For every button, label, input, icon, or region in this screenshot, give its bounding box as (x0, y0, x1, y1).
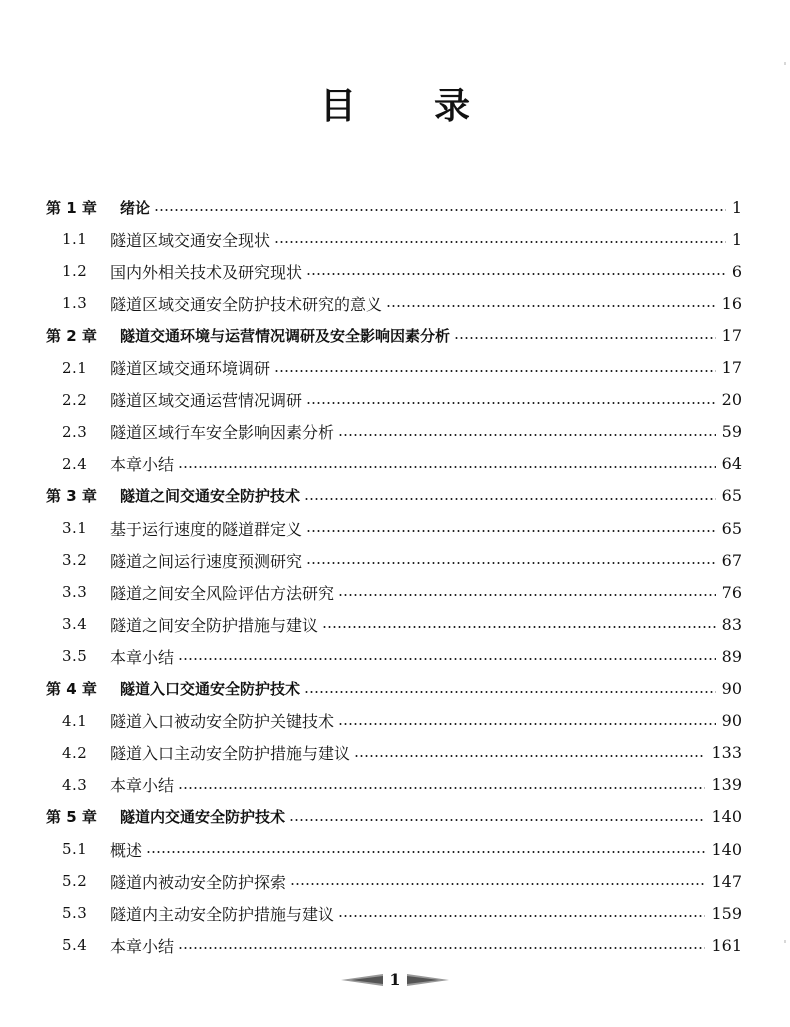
section-number: 5.3 (62, 904, 88, 923)
toc-row-content (0, 870, 790, 893)
page-reference: 161 (711, 935, 742, 955)
dot-leader (178, 466, 716, 468)
page-reference: 90 (721, 711, 742, 731)
dot-leader (178, 658, 716, 660)
scan-mark (784, 62, 786, 65)
section-number: 4.2 (62, 743, 88, 762)
section-number: 5.4 (62, 936, 88, 955)
toc-section-row[interactable] (0, 385, 790, 415)
toc-row-content (0, 806, 790, 827)
dot-leader (154, 209, 726, 211)
dot-leader (304, 498, 716, 500)
dot-leader (274, 370, 716, 372)
page-title (0, 78, 790, 129)
page-reference: 6 (731, 261, 742, 281)
chapter-number: 第 1 章 (46, 198, 97, 217)
toc-row-content (0, 838, 790, 861)
section-number: 1.1 (62, 230, 88, 249)
toc-row-content (0, 645, 790, 668)
section-title: 隧道之间运行速度预测研究 (110, 551, 303, 571)
toc-row-content (0, 773, 790, 796)
section-number: 3.4 (62, 615, 88, 634)
toc-chapter-row[interactable] (0, 674, 790, 704)
toc-row-content (0, 934, 790, 957)
toc-row-content (0, 388, 790, 411)
page-reference: 147 (711, 871, 742, 891)
chapter-number: 第 4 章 (46, 680, 97, 698)
page-number: 1 (389, 970, 401, 989)
page-reference: 140 (711, 807, 742, 827)
toc-row-content (0, 228, 790, 251)
section-number: 1.3 (62, 294, 88, 313)
section-number: 4.3 (62, 775, 88, 794)
toc-chapter-row[interactable] (0, 481, 790, 511)
toc-row-content (0, 581, 790, 604)
dot-leader (274, 241, 726, 243)
section-number: 2.2 (62, 390, 88, 409)
section-number: 3.3 (62, 583, 88, 602)
page-reference: 17 (721, 358, 742, 377)
dot-leader (454, 337, 716, 339)
toc-section-row[interactable] (0, 577, 790, 607)
chapter-number: 第 2 章 (46, 326, 97, 345)
section-title: 隧道入口被动安全防护关键技术 (110, 712, 335, 732)
toc-row-content (0, 485, 790, 506)
page-footer (0, 970, 790, 989)
page-reference: 140 (711, 839, 742, 859)
toc-section-row[interactable] (0, 641, 790, 671)
toc-section-row[interactable] (0, 898, 790, 928)
toc-row-content (0, 549, 790, 572)
chapter-title: 隧道内交通安全防护技术 (120, 808, 286, 827)
page-reference: 65 (721, 518, 742, 538)
toc-chapter-row[interactable] (0, 802, 790, 832)
page-reference: 59 (721, 422, 742, 442)
toc-section-row[interactable] (0, 609, 790, 639)
section-title: 隧道区域交通运营情况调研 (110, 391, 303, 411)
section-number: 3.5 (62, 647, 88, 666)
page-reference: 139 (711, 775, 742, 795)
section-title: 隧道区域交通环境调研 (110, 359, 271, 378)
section-title: 隧道内被动安全防护探索 (110, 872, 287, 892)
right-arrow-ornament-icon (407, 973, 451, 987)
toc-row-content (0, 517, 790, 540)
chapter-title: 隧道之间交通安全防护技术 (120, 487, 301, 506)
dot-leader (306, 562, 716, 564)
section-title: 基于运行速度的隧道群定义 (110, 519, 303, 539)
dot-leader (338, 915, 705, 917)
section-number: 4.1 (62, 711, 88, 730)
left-arrow-ornament-icon (339, 973, 383, 987)
toc-section-row[interactable] (0, 866, 790, 896)
toc-chapter-row[interactable] (0, 192, 790, 222)
toc-row-content (0, 292, 790, 315)
toc-section-row[interactable] (0, 770, 790, 800)
section-title: 国内外相关技术及研究现状 (110, 262, 303, 282)
page-reference: 1 (731, 197, 742, 217)
section-number: 2.3 (62, 422, 88, 441)
section-title: 本章小结 (110, 455, 175, 475)
dot-leader (178, 787, 705, 789)
toc-section-row[interactable] (0, 834, 790, 864)
toc-row-content (0, 197, 790, 218)
page-reference: 20 (721, 390, 742, 410)
page-reference: 67 (721, 550, 742, 570)
toc-section-row[interactable] (0, 417, 790, 447)
dot-leader (178, 947, 705, 949)
page-reference: 1 (731, 229, 742, 249)
chapter-number: 第 3 章 (46, 487, 97, 506)
page-reference: 64 (721, 454, 742, 474)
toc-section-row[interactable] (0, 545, 790, 575)
section-title: 隧道区域行车安全影响因素分析 (110, 423, 335, 443)
section-number: 2.4 (62, 454, 88, 473)
section-title: 隧道区域交通安全防护技术研究的意义 (110, 294, 383, 314)
toc-row-content (0, 613, 790, 636)
section-number: 1.2 (62, 262, 88, 281)
dot-leader (290, 883, 705, 885)
page-reference: 65 (721, 486, 742, 506)
toc-section-row[interactable] (0, 513, 790, 543)
dot-leader (306, 273, 726, 275)
page-reference: 133 (711, 743, 742, 763)
toc-row-content (0, 325, 790, 346)
chapter-title: 隧道交通环境与运营情况调研及安全影响因素分析 (120, 326, 451, 345)
page-reference: 16 (721, 293, 742, 313)
section-title: 隧道入口主动安全防护措施与建议 (110, 744, 351, 764)
section-number: 3.1 (62, 519, 88, 537)
section-number: 3.2 (62, 551, 88, 570)
section-number: 5.1 (62, 840, 88, 858)
toc-row-content (0, 709, 790, 732)
page-reference: 89 (721, 646, 742, 666)
chapter-title: 绪论 (120, 198, 151, 217)
dot-leader (354, 755, 705, 757)
title-char-1: 目 (319, 86, 356, 127)
section-number: 5.2 (62, 872, 88, 891)
toc-section-row[interactable] (0, 930, 790, 960)
dot-leader (304, 691, 716, 693)
section-title: 隧道之间安全防护措施与建议 (110, 615, 319, 635)
dot-leader (289, 819, 705, 821)
dot-leader (306, 530, 716, 532)
title-char-2: 录 (434, 86, 471, 127)
chapter-number: 第 5 章 (46, 808, 97, 827)
toc-row-content (0, 260, 790, 283)
section-title: 概述 (110, 840, 143, 860)
dot-leader (338, 594, 716, 596)
page-reference: 76 (721, 582, 742, 602)
toc-row-content (0, 420, 790, 443)
toc-row-content (0, 741, 790, 764)
section-title: 隧道之间安全风险评估方法研究 (110, 583, 335, 603)
dot-leader (338, 723, 716, 725)
toc-section-row[interactable] (0, 288, 790, 318)
section-title: 本章小结 (110, 936, 175, 956)
dot-leader (386, 305, 716, 307)
section-title: 隧道内主动安全防护措施与建议 (110, 904, 335, 924)
toc-section-row[interactable] (0, 738, 790, 768)
toc-section-row[interactable] (0, 224, 790, 254)
dot-leader (322, 626, 716, 628)
page-reference: 90 (721, 679, 742, 698)
page-reference: 159 (711, 903, 742, 923)
toc-row-content (0, 356, 790, 379)
scan-mark (784, 940, 786, 943)
dot-leader (338, 434, 716, 436)
section-title: 本章小结 (110, 776, 175, 796)
toc-section-row[interactable] (0, 449, 790, 479)
toc-section-row[interactable] (0, 353, 790, 383)
chapter-title: 隧道入口交通安全防护技术 (120, 680, 301, 698)
toc-row-content (0, 678, 790, 699)
toc-section-row[interactable] (0, 256, 790, 286)
section-title: 本章小结 (110, 647, 175, 667)
dot-leader (306, 402, 716, 404)
page-reference: 83 (721, 614, 742, 634)
section-number: 2.1 (62, 358, 88, 377)
dot-leader (146, 851, 705, 853)
section-title: 隧道区域交通安全现状 (110, 230, 271, 250)
toc-section-row[interactable] (0, 706, 790, 736)
toc-row-content (0, 902, 790, 925)
page-reference: 17 (721, 325, 742, 345)
toc-row-content (0, 452, 790, 475)
toc-chapter-row[interactable] (0, 320, 790, 350)
